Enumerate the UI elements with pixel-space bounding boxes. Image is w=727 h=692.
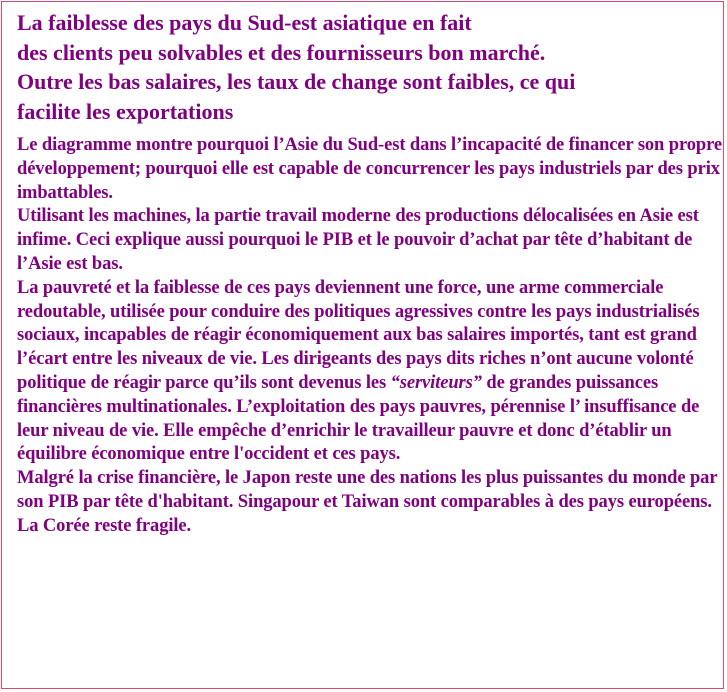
heading-line-4: facilite les exportations — [17, 98, 234, 124]
paragraph-diagram-explanation: Le diagramme montre pourquoi l’Asie du Sud-est dans l’incapacité de financer son propre développement; pourquoi elle est capable de concurrencer les pays industriels par des prix imbattables. — [17, 135, 722, 203]
paragraph-poverty-end: de grandes puissances financières multinationales. L’exploitation des pays pauvres, pérennise l’ insuffisance de leur niveau de vie. Elle empêche d’enrichir le travailleur pauvre et donc d’établir un équilibre économique entre l'occident et ces pays. — [17, 372, 700, 465]
text-box-content — [17, 8, 722, 539]
heading-line-2: des clients peu solvables et des fournisseurs bon marché. — [17, 39, 546, 65]
serviteurs-emphasis: “serviteurs” — [390, 372, 482, 393]
paragraph-poverty-start: La pauvreté et la faiblesse de ces pays deviennent une force, une arme commerciale redoutable, utilisée pour conduire des politiques agressives contre les pays industrialisés sociaux, incapables de réagir économiquement aux bas salaires importés, tant est grand l’écart entre les niveaux de vie. Les dirigeants des pays dits riches n’ont aucune volonté politique de réagir parce qu’ils sont devenus les — [17, 277, 700, 393]
paragraph-poverty — [17, 277, 722, 467]
paragraph-machines: Utilisant les machines, la partie travail moderne des productions délocalisées en Asie est infime. Ceci explique aussi pourquoi le PIB et le pouvoir d’achat par tête d’habitant de l’Asie est bas. — [17, 206, 699, 274]
paragraph-japan: Malgré la crise financière, le Japon reste une des nations les plus puissantes du monde par son PIB par tête d'habitant. Singapour et Taiwan sont comparables à des pays européens. La Corée reste fragile. — [17, 468, 718, 536]
heading-line-1: La faiblesse des pays du Sud-est asiatique en fait — [17, 10, 472, 35]
body-text — [17, 134, 722, 539]
heading-line-3: Outre les bas salaires, les taux de change sont faibles, ce qui — [17, 69, 576, 94]
heading — [17, 8, 722, 126]
